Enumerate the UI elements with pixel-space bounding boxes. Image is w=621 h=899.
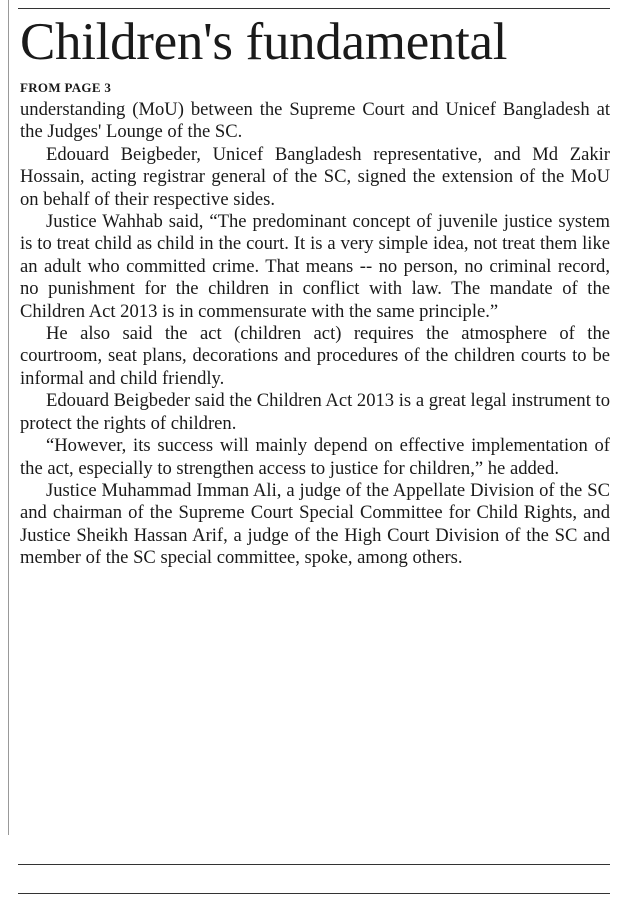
paragraph: Edouard Beigbeder, Unicef Bangladesh representative, and Md Zakir Hossain, acting registrar general of the SC, signed the extension of the MoU on behalf of their respective sides. (20, 143, 610, 210)
paragraph: Edouard Beigbeder said the Children Act 2013 is a great legal instrument to protect the rights of children. (20, 390, 610, 434)
paragraph: He also said the act (children act) requires the atmosphere of the courtroom, seat plans, decorations and procedures of the children courts to be informal and child friendly. (20, 323, 610, 389)
paragraph: Justice Wahhab said, “The predominant concept of juvenile justice system is to treat child as child in the court. It is a very simple idea, not treat them like an adult who committed crime. That means -- no person, no criminal record, no punishment for the children in conflict with law. The mandate of the Children Act 2013 is in commensurate with the same principle.” (20, 211, 610, 322)
paragraph: Justice Muhammad Imman Ali, a judge of the Appellate Division of the SC and chairman of the Supreme Court Special Committee for Child Rights, and Justice Sheikh Hassan Arif, a judge of the High Court Division of the SC and member of the SC special committee, spoke, among others. (20, 479, 610, 569)
bottom-rule (18, 893, 610, 894)
article-body (20, 99, 610, 570)
column-left-rule (8, 0, 9, 835)
bottom-rule (18, 864, 610, 865)
continued-from-label: FROM PAGE 3 (20, 80, 112, 95)
top-rule (18, 8, 610, 9)
paragraph: “However, its success will mainly depend on effective implementation of the act, especially to strengthen access to justice for children,” he added. (20, 435, 610, 479)
headline: Children's fundamental (20, 13, 508, 71)
paragraph: understanding (MoU) between the Supreme Court and Unicef Bangladesh at the Judges' Lounge of the SC. (20, 99, 610, 143)
